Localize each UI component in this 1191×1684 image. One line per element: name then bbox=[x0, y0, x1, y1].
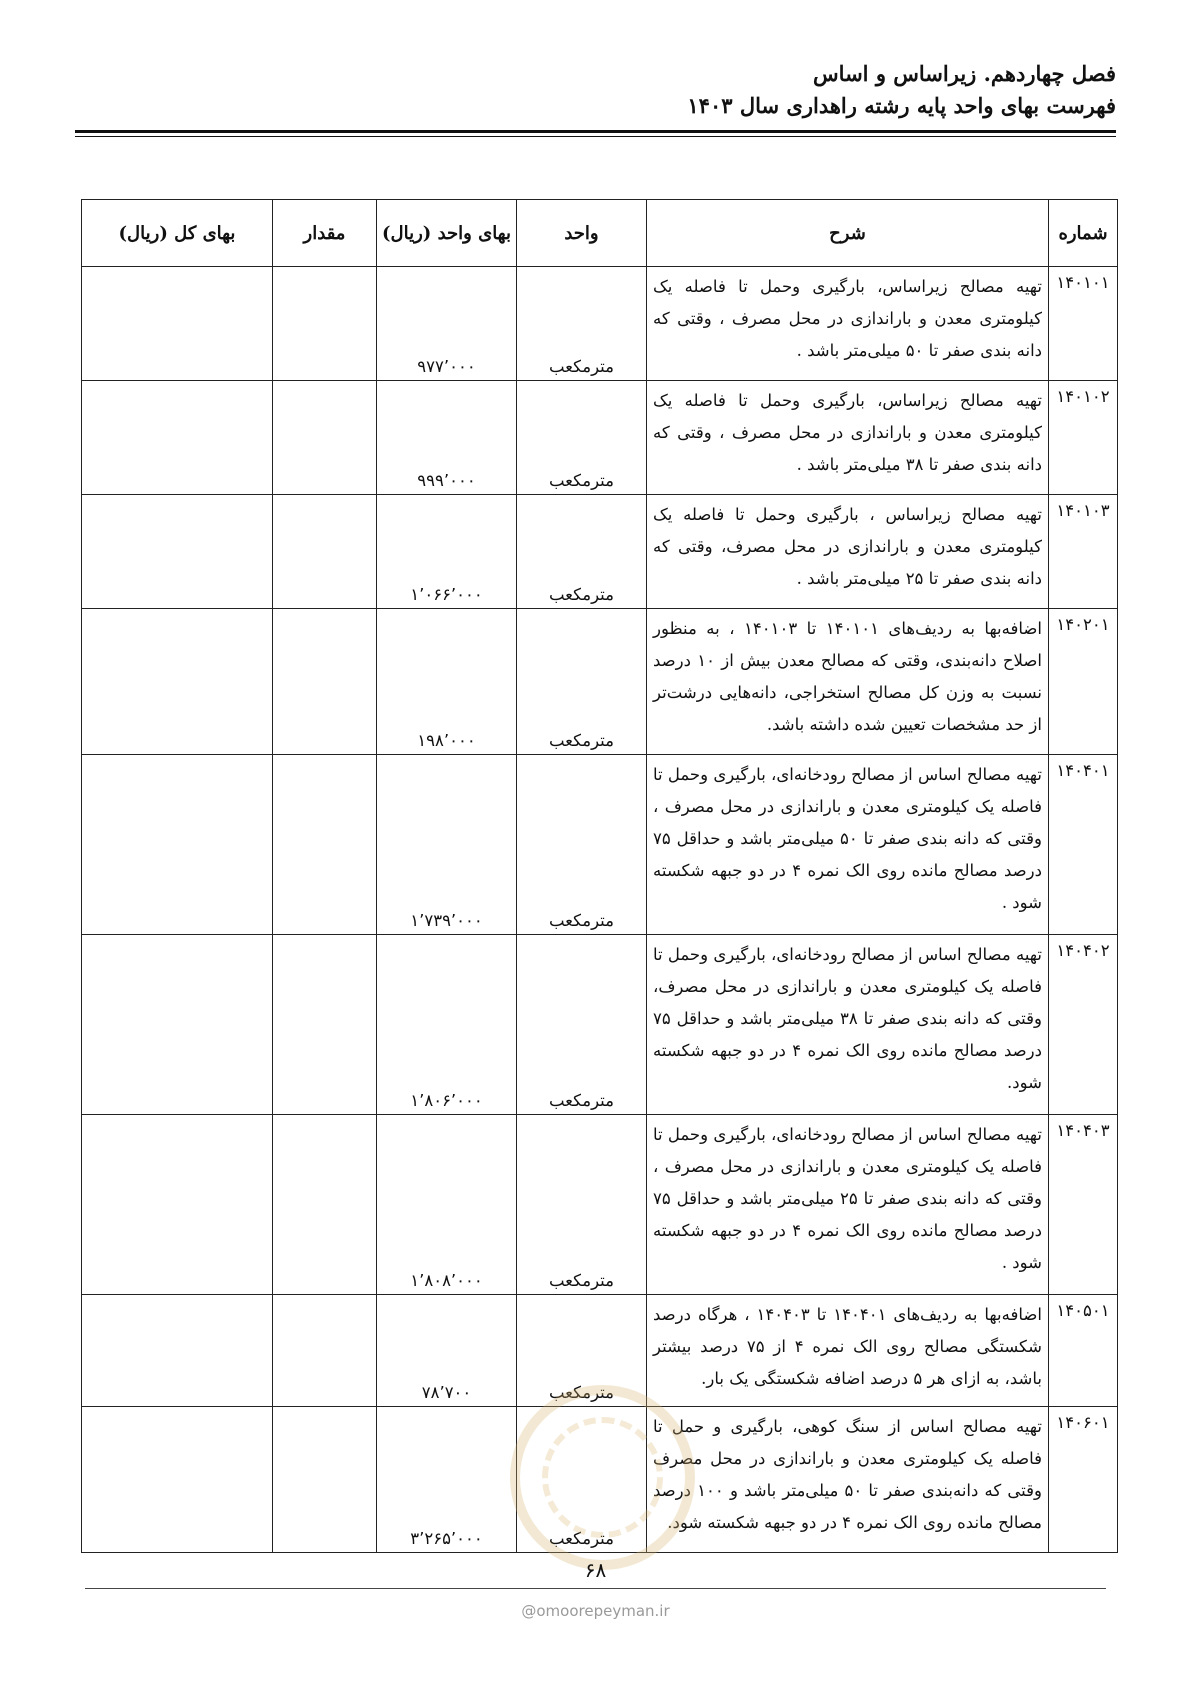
item-unit: مترمکعب bbox=[517, 1295, 647, 1407]
website-watermark: @omoorepeyman.ir bbox=[521, 1602, 670, 1620]
item-number: ۱۴۰۴۰۲ bbox=[1049, 935, 1118, 1115]
item-description: تهیه مصالح زیراساس، بارگیری وحمل تا فاصله یک کیلومتری معدن و باراندازی در محل مصرف ، وقتی که دانه بندی صفر تا ۳۸ میلی‌متر باشد . bbox=[647, 381, 1049, 495]
item-unit: مترمکعب bbox=[517, 1115, 647, 1295]
item-number: ۱۴۰۱۰۲ bbox=[1049, 381, 1118, 495]
item-quantity bbox=[273, 1407, 377, 1553]
item-total-price bbox=[82, 381, 273, 495]
item-number: ۱۴۰۶۰۱ bbox=[1049, 1407, 1118, 1553]
item-number: ۱۴۰۱۰۳ bbox=[1049, 495, 1118, 609]
item-total-price bbox=[82, 267, 273, 381]
table-row bbox=[82, 267, 1118, 381]
table-row bbox=[82, 381, 1118, 495]
item-quantity bbox=[273, 1115, 377, 1295]
item-description: اضافه‌بها به ردیف‌های ۱۴۰۴۰۱ تا ۱۴۰۴۰۳ ، هرگاه درصد شکستگی مصالح روی الک نمره ۴ از ۷۵ درصد بیشتر باشد، به ازای هر ۵ درصد اضافه شکستگی یک بار. bbox=[647, 1295, 1049, 1407]
item-number: ۱۴۰۱۰۱ bbox=[1049, 267, 1118, 381]
item-unit-price: ۱٬۷۳۹٬۰۰۰ bbox=[377, 755, 517, 935]
item-unit: مترمکعب bbox=[517, 267, 647, 381]
item-unit-price: ۹۹۹٬۰۰۰ bbox=[377, 381, 517, 495]
item-unit-price: ۹۷۷٬۰۰۰ bbox=[377, 267, 517, 381]
page-header bbox=[75, 58, 1116, 122]
item-description: تهیه مصالح اساس از مصالح رودخانه‌ای، بارگیری وحمل تا فاصله یک کیلومتری معدن و باراندازی در محل مصرف، وقتی که دانه بندی صفر تا ۳۸ میلی‌متر باشد و حداقل ۷۵ درصد مصالح مانده روی الک نمره ۴ در دو جبهه شکسته شود. bbox=[647, 935, 1049, 1115]
page-number: ۶۸ bbox=[584, 1558, 607, 1582]
item-quantity bbox=[273, 609, 377, 755]
item-total-price bbox=[82, 1295, 273, 1407]
item-unit: مترمکعب bbox=[517, 381, 647, 495]
item-unit: مترمکعب bbox=[517, 755, 647, 935]
document-subtitle: فهرست بهای واحد پایه رشته راهداری سال ۱۴۰۳ bbox=[687, 93, 1116, 118]
item-unit-price: ۳٬۲۶۵٬۰۰۰ bbox=[377, 1407, 517, 1553]
column-header-total-price: بهای کل (ریال) bbox=[82, 200, 273, 267]
column-header-number: شماره bbox=[1049, 200, 1118, 267]
column-header-unit-price: بهای واحد (ریال) bbox=[377, 200, 517, 267]
item-description: تهیه مصالح اساس از مصالح رودخانه‌ای، بارگیری وحمل تا فاصله یک کیلومتری معدن و باراندازی در محل مصرف ، وقتی که دانه بندی صفر تا ۵۰ میلی‌متر باشد و حداقل ۷۵ درصد مصالح مانده روی الک نمره ۴ در دو جبهه شکسته شود . bbox=[647, 755, 1049, 935]
item-unit: مترمکعب bbox=[517, 609, 647, 755]
item-quantity bbox=[273, 1295, 377, 1407]
item-unit: مترمکعب bbox=[517, 495, 647, 609]
item-quantity bbox=[273, 935, 377, 1115]
item-quantity bbox=[273, 381, 377, 495]
item-total-price bbox=[82, 495, 273, 609]
table-row bbox=[82, 935, 1118, 1115]
table-row bbox=[82, 1407, 1118, 1553]
item-unit-price: ۷۸٬۷۰۰ bbox=[377, 1295, 517, 1407]
item-quantity bbox=[273, 755, 377, 935]
item-description: تهیه مصالح اساس از مصالح رودخانه‌ای، بارگیری وحمل تا فاصله یک کیلومتری معدن و باراندازی در محل مصرف ، وقتی که دانه بندی صفر تا ۲۵ میلی‌متر باشد و حداقل ۷۵ درصد مصالح مانده روی الک نمره ۴ در دو جبهه شکسته شود . bbox=[647, 1115, 1049, 1295]
item-unit: مترمکعب bbox=[517, 935, 647, 1115]
table-row bbox=[82, 755, 1118, 935]
item-description: تهیه مصالح اساس از سنگ کوهی، بارگیری و حمل تا فاصله یک کیلومتری معدن و باراندازی در محل مصرف وقتی که دانه‌بندی صفر تا ۵۰ میلی‌متر باشد و ۱۰۰ درصد مصالح مانده روی الک نمره ۴ در دو جبهه شکسته شود. bbox=[647, 1407, 1049, 1553]
chapter-title: فصل چهاردهم. زیراساس و اساس bbox=[813, 61, 1116, 86]
item-total-price bbox=[82, 935, 273, 1115]
item-total-price bbox=[82, 755, 273, 935]
item-unit-price: ۱٬۸۰۸٬۰۰۰ bbox=[377, 1115, 517, 1295]
header-rule-thick bbox=[75, 130, 1116, 133]
item-unit-price: ۱٬۸۰۶٬۰۰۰ bbox=[377, 935, 517, 1115]
column-header-description: شرح bbox=[647, 200, 1049, 267]
item-description: تهیه مصالح زیراساس، بارگیری وحمل تا فاصله یک کیلومتری معدن و باراندازی در محل مصرف ، وقتی که دانه بندی صفر تا ۵۰ میلی‌متر باشد . bbox=[647, 267, 1049, 381]
table-header-row bbox=[82, 200, 1118, 267]
table-row bbox=[82, 495, 1118, 609]
item-number: ۱۴۰۴۰۱ bbox=[1049, 755, 1118, 935]
item-number: ۱۴۰۲۰۱ bbox=[1049, 609, 1118, 755]
header-rule-thin bbox=[75, 136, 1116, 137]
item-total-price bbox=[82, 1115, 273, 1295]
item-total-price bbox=[82, 1407, 273, 1553]
item-unit-price: ۱٬۰۶۶٬۰۰۰ bbox=[377, 495, 517, 609]
price-list-table bbox=[81, 199, 1118, 1553]
item-unit-price: ۱۹۸٬۰۰۰ bbox=[377, 609, 517, 755]
footer-rule bbox=[85, 1588, 1106, 1589]
item-description: تهیه مصالح زیراساس ، بارگیری وحمل تا فاصله یک کیلومتری معدن و باراندازی در محل مصرف، وقتی که دانه بندی صفر تا ۲۵ میلی‌متر باشد . bbox=[647, 495, 1049, 609]
item-description: اضافه‌بها به ردیف‌های ۱۴۰۱۰۱ تا ۱۴۰۱۰۳ ، به منظور اصلاح دانه‌بندی، وقتی که مصالح معدن بیش از ۱۰ درصد نسبت به وزن کل مصالح استخراجی، دانه‌هایی درشت‌تر از حد مشخصات تعیین شده داشته باشد. bbox=[647, 609, 1049, 755]
item-number: ۱۴۰۴۰۳ bbox=[1049, 1115, 1118, 1295]
column-header-quantity: مقدار bbox=[273, 200, 377, 267]
item-quantity bbox=[273, 495, 377, 609]
column-header-unit: واحد bbox=[517, 200, 647, 267]
item-unit: مترمکعب bbox=[517, 1407, 647, 1553]
table-row bbox=[82, 609, 1118, 755]
item-quantity bbox=[273, 267, 377, 381]
item-number: ۱۴۰۵۰۱ bbox=[1049, 1295, 1118, 1407]
table-row bbox=[82, 1115, 1118, 1295]
table-row bbox=[82, 1295, 1118, 1407]
item-total-price bbox=[82, 609, 273, 755]
